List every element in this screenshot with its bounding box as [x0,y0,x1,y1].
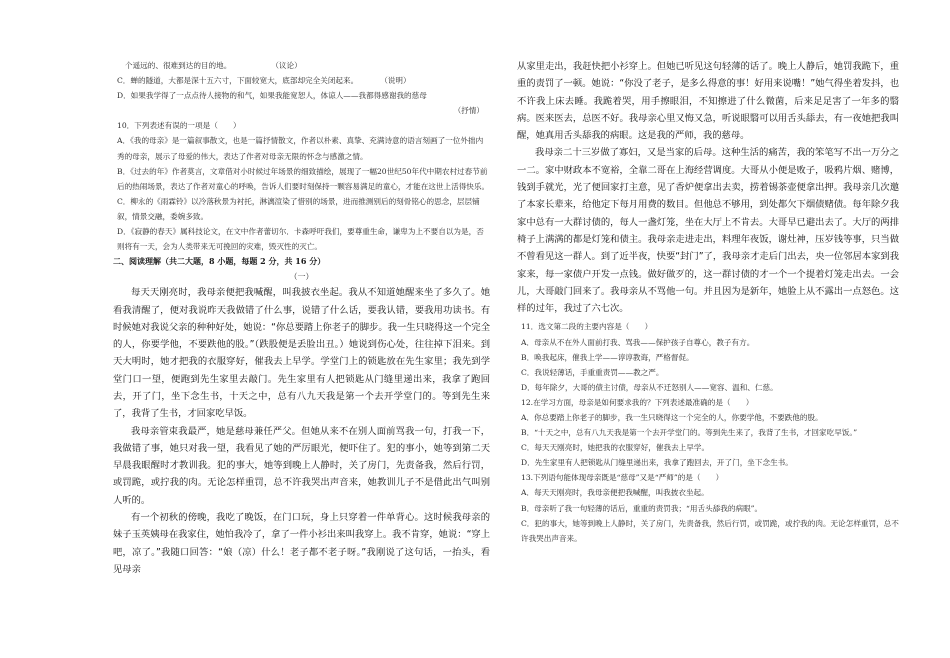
q11-option-b: B．唤我起床，催我上学——谆谆教诲，严格督促。 [521,352,694,362]
q12-option-a: A．你总要踏上你老子的脚步，我一生只晓得这一个完全的人，你要学他，不要跌他的股。 [521,413,823,423]
q11-option-a: A．母亲从不在外人面前打我、骂我——保护孩子自尊心，教子有方。 [521,337,755,347]
question-10 [113,118,490,254]
right-column [517,58,899,546]
passage-paragraph: 每天天刚亮时，我母亲便把我喊醒，叫我披衣坐起。我从不知道她醒来坐了多久了。她看我清醒了，便对我说昨天我做错了什么事，说错了什么话，要我认错，要我用功读书。有时候她对我说父亲的种种好处，她说：“你总要踏上你老子的脚步。我一生只晓得这一个完全的人，你要学他，不要跌他的股。”（跌股便是丢脸出丑。）她说到伤心处，往往掉下泪来。到天大明时，她才把我的衣服穿好，催我去上早学。学堂门上的锁匙放在先生家里；我先到学堂门口一望，便跑到先生家里去敲门。先生家里有人把锁匙从门缝里递出来，我拿了跑回去，开了门，坐下念生书，十天之中，总有八九天我是第一个去开学堂门的。等到先生来了，我背了生书，才回家吃早饭。 [113,287,490,420]
q10-option-b: B．《过去的年》作者莫言，文章借对小时候过年场景的细致描绘，展现了一幅20世纪50年代中期农村过春节前后的热闹场景，表达了作者对童心的呼唤，告诉人们要时刻保持一颗容易满足的童心，才能在这世上活得快乐。 [117,166,490,191]
passage-paragraph: 我母亲管束我最严，她是慈母兼任严父。但她从来不在别人面前骂我一句，打我一下，我做错了事，她只对我一望，我看见了她的严厉眼光，便吓住了。犯的事小，她等到第二天早晨我眼醒时才教训我。犯的事大，她等到晚上人静时，关了房门，先责备我，然后行罚，或罚跪，或拧我的肉。无论怎样重罚，总不许我哭出声音来，她教训儿子不是借此出气叫别人听的。 [113,425,490,506]
q13-option-c: C．犯的事大，她等到晚上人静时，关了房门，先责备我，然后行罚，或罚跪，或拧我的肉。无论怎样重罚，总不许我哭出声音来。 [521,518,899,543]
passage-paragraph: 我母亲二十三岁做了寡妇，又是当家的后母。这种生活的痛苦，我的笨笔写不出一万分之一二。家中财政本不宽裕，全靠二哥在上海经营调度。大哥从小便是败子，吸鸦片烟、赌博，钱到手就光，光了便回家打主意，见了香炉便拿出去卖，捞着锡茶壶便拿出押。我母亲几次邀了本家长辈来，给他定下每月用费的数目。但他总不够用，到处都欠下烟债赌债。每年除夕我家中总有一大群讨债的，每人一盏灯笼，坐在大厅上不肯去。大哥早已避出去了。大厅的两排椅子上满满的都是灯笼和债主。我母亲走进走出，料理年夜饭，谢灶神，压岁钱等事，只当做不曾看见这一群人。到了近半夜，快要“封门”了，我母亲才走后门出去，央一位邻居本家到我家来，每一家债户开发一点钱。做好做歹的，这一群讨债的才一个一个提着灯笼走出去。一会儿，大哥敲门回来了。我母亲从不骂他一句。并且因为是新年，她脸上从不露出一点怒色。这样的过年，我过了六七次。 [517,147,899,315]
q11-option-c: C．我说轻薄话，手重重责罚——教之严。 [521,367,664,377]
question-12 [517,395,899,470]
left-column [113,58,490,578]
q12-option-b: B．“十天之中，总有八九天我是第一个去开学堂门的。等到先生来了，我背了生书，才回家吃早饭。” [521,428,858,438]
q9-option-d: D．如果我学得了一点点待人接物的和气，如果我能宽恕人，体谅人——我都得感谢我的慈母 [117,91,427,101]
q13-stem: 13.下列语句能体现母亲既是“慈母”又是“严师”的是（ ） [521,473,724,483]
reading-passage-right [517,58,899,317]
q12-option-d: D．先生家里有人把锁匙从门缝里递出来，我拿了跑回去，开了门，坐下念生书。 [521,458,793,468]
q9-option-c: C．蝉的隧道，大都是深十五六寸，下面较宽大，底部却完全关闭起来。 （说明） [117,76,411,86]
section-2-title: 二、阅读理解（共二大题，8 小题，每题 2 分，共 16 分） [113,256,326,267]
q10-stem: 10．下列表述有误的一项是（ ） [117,121,241,131]
q11-option-d: D．每年除夕，大哥的债主讨债，母亲从不迁怒别人——宽容、温和、仁慈。 [521,382,778,392]
question-11 [517,319,899,394]
q10-option-d: D．《寂静的春天》属科技论文，在文中作者蕾切尔．卡森呼吁我们，要尊重生命，谦卑为上不要自以为是，否则将有一天，会为人类带来无可挽回的灾难，毁灭性的灭亡。 [117,227,484,252]
q13-option-a: A．每天天刚亮时，我母亲便把我喊醒，叫我披衣坐起。 [521,488,709,498]
q9-option-b-continued: 个遥远的、很难到达的目的地。 （议论） [125,61,302,70]
q12-stem: 12.在学习方面，母亲是如何要求我的？下列表述最准确的是（ ） [521,397,754,407]
q11-stem: 11．选文第二段的主要内容是（ ） [521,322,653,332]
q10-option-c: C．柳永的《雨霖铃》以冷落秋景为衬托，淋漓渲染了惜别的场景，进而推测别后的刻骨铭心的思念，层层铺叙，情景交融，委婉多致。 [117,196,480,221]
passage-paragraph: 从家里走出，我赶快把小衫穿上。但她已听见这句轻薄的话了。晚上人静后，她罚我跪下，重重的责罚了一顿。她说：“你没了老子，是多么得意的事！好用来说嘴！”她气得坐着发抖，也不许我上床去睡。我跪着哭，用手擦眼泪，不知擦进了什么微菌，后来足足害了一年多的翳病。医来医去，总医不好。我母亲心里又悔又急，听说眼翳可以用舌头舔去，有一夜她把我叫醒，她真用舌头舔我的病眼。这是我的严师，我的慈母。 [517,61,899,142]
passage-paragraph: 有一个初秋的傍晚，我吃了晚饭，在门口玩，身上只穿着一件单背心。这时候我母亲的妹子玉英姨母在我家住，她怕我冷了，拿了一件小衫出来叫我穿上。我不肯穿，她说：“穿上吧，凉了。”我随口回答：“娘（凉）什么！老子都不老子呀。”我刚说了这句话，一抬头，看见母亲 [113,512,490,575]
q12-option-c: C．每天天刚亮时，她把我的衣服穿好，催我去上早学。 [521,443,710,453]
reading-part-1-label: （一） [289,272,314,282]
question-13 [517,470,899,545]
q13-option-b: B．母亲听了我一句轻薄的话后，重重的责罚我；“用舌头舔我的病眼”。 [521,503,763,513]
q10-option-a: A．《我的母亲》是一篇叙事散文，也是一篇抒情散文，作者以朴素、真挚、充满诗意的语言刻画了一位外拙内秀的母亲，展示了母爱的伟大，表达了作者对母亲无限的怀念与感激之情。 [117,136,484,161]
q9-option-d-tag: （抒情） [453,106,484,116]
reading-passage-left [113,284,490,578]
question-9-tail [113,58,490,118]
